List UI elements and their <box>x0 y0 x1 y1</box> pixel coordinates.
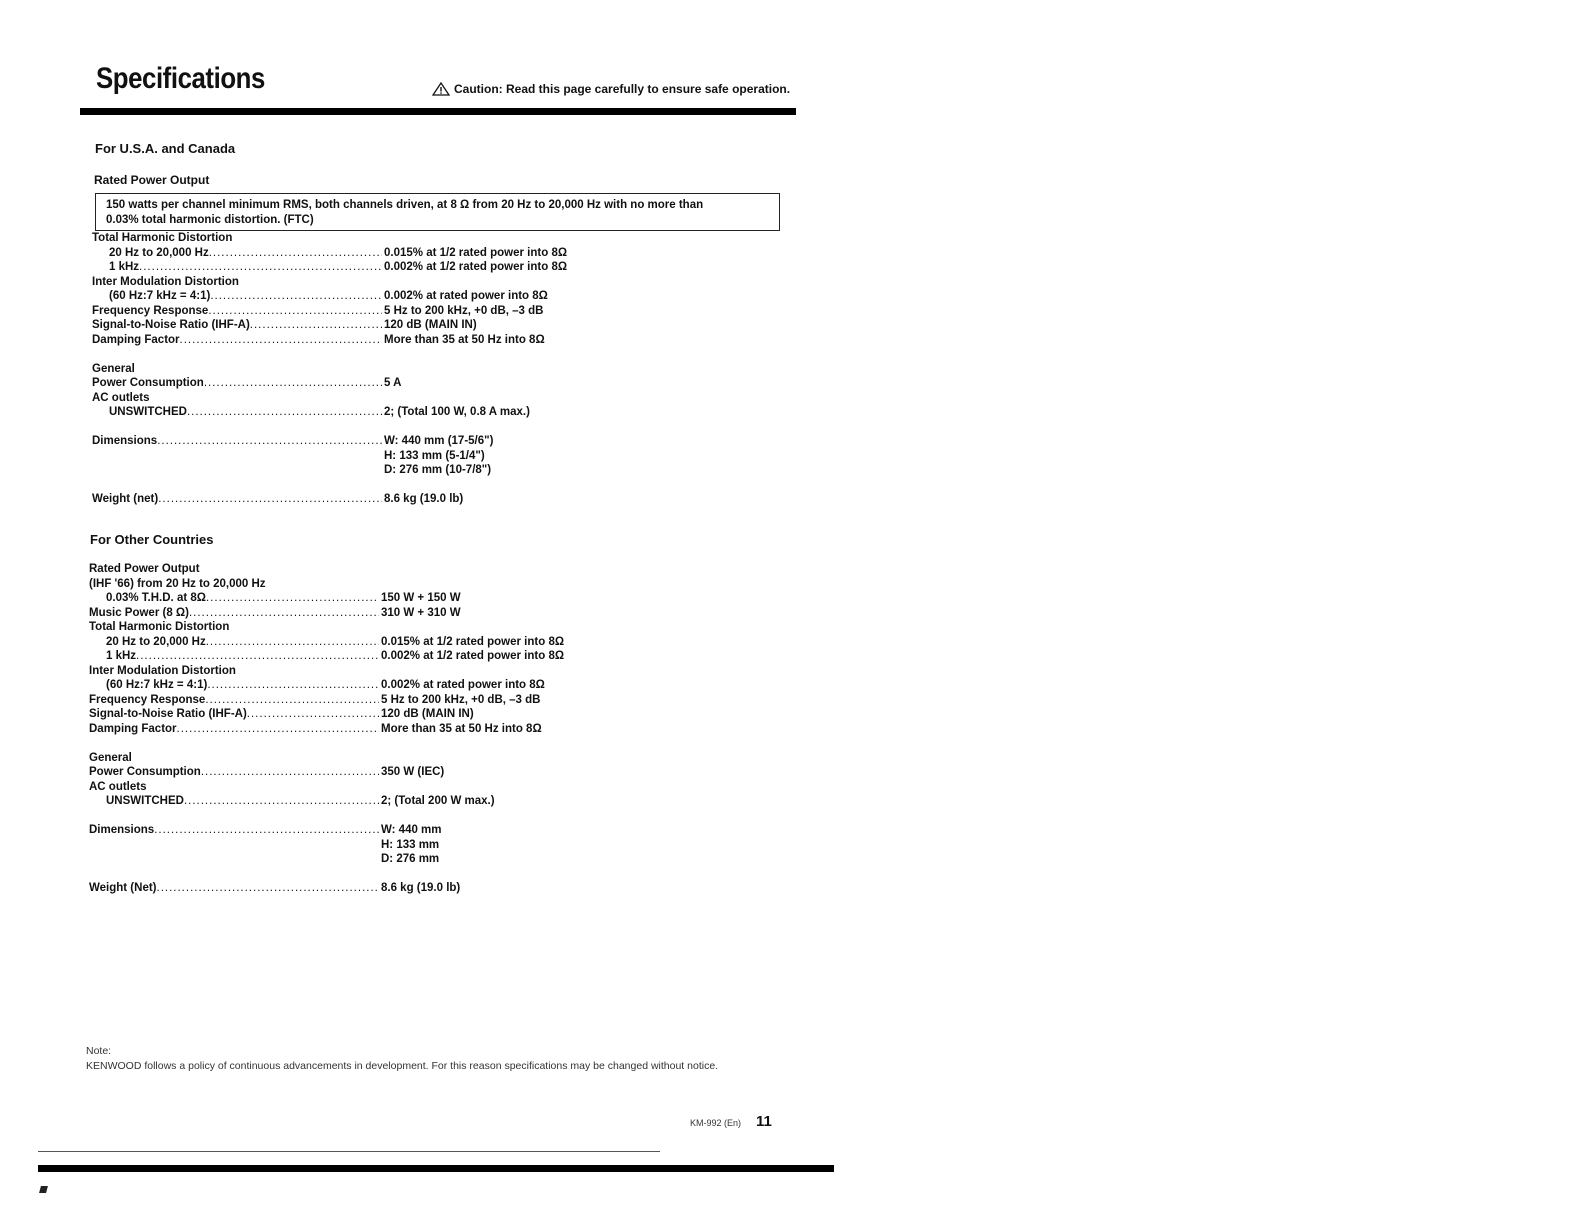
spec-heading: Total Harmonic Distortion <box>89 621 230 633</box>
spec-label: Signal-to-Noise Ratio (IHF-A) <box>89 708 247 720</box>
spec-row <box>89 606 564 621</box>
bottom-thick-rule <box>38 1165 834 1172</box>
spec-value: 2; (Total 100 W, 0.8 A max.) <box>384 406 530 418</box>
spec-row <box>89 823 564 838</box>
spec-row <box>89 591 564 606</box>
rated-power-box <box>95 193 780 231</box>
spec-value: H: 133 mm <box>381 838 440 851</box>
spec-row <box>92 289 567 304</box>
spec-heading: Total Harmonic Distortion <box>92 232 233 244</box>
spec-value: 5 A <box>384 377 402 389</box>
spec-label: 20 Hz to 20,000 Hz <box>106 635 206 648</box>
spec-heading: Inter Modulation Distortion <box>89 664 236 677</box>
spec-row <box>89 707 564 722</box>
spec-value: 5 Hz to 200 kHz, +0 dB, –3 dB <box>381 693 541 706</box>
spec-value: 350 W (IEC) <box>381 766 445 778</box>
spec-row <box>92 260 567 275</box>
other-spec-list <box>89 562 564 896</box>
spec-row <box>92 492 567 507</box>
spec-value: 150 W + 150 W <box>381 592 461 604</box>
note-label: Note: <box>86 1045 112 1057</box>
rated-line-1: 150 watts per channel minimum RMS, both channels driven, at 8 Ω from 20 Hz to 20,000 Hz with no more than <box>106 199 704 211</box>
rated-line-2: 0.03% total harmonic distortion. (FTC) <box>106 214 314 226</box>
usa-spec-list <box>92 231 567 507</box>
spec-value: 0.015% at 1/2 rated power into 8Ω <box>381 635 565 648</box>
spec-value: H: 133 mm (5-1/4") <box>384 449 485 462</box>
spec-heading: General <box>89 751 132 764</box>
caution-notice <box>432 82 790 96</box>
spec-value: 0.002% at 1/2 rated power into 8Ω <box>384 261 568 273</box>
spec-value: 0.015% at 1/2 rated power into 8Ω <box>384 246 568 259</box>
spec-row <box>92 333 567 348</box>
spec-row <box>92 304 567 319</box>
spec-heading: AC outlets <box>89 780 147 793</box>
spec-row <box>89 649 564 664</box>
spec-row <box>89 852 564 867</box>
spec-value: 0.002% at rated power into 8Ω <box>384 290 548 302</box>
spec-value: 120 dB (MAIN IN) <box>384 319 477 331</box>
spec-label: Dimensions <box>89 824 155 836</box>
spec-heading: Rated Power Output <box>89 563 200 575</box>
usa-heading: For U.S.A. and Canada <box>95 141 236 156</box>
spec-row <box>89 881 564 896</box>
bottom-thin-rule <box>38 1151 660 1152</box>
spec-row <box>89 635 564 650</box>
spec-row <box>92 434 567 449</box>
spec-label: 20 Hz to 20,000 Hz <box>109 246 209 259</box>
spec-label: Signal-to-Noise Ratio (IHF-A) <box>92 319 250 331</box>
spec-row <box>92 405 567 420</box>
spec-label: Power Consumption <box>92 377 204 389</box>
warning-triangle-icon <box>432 82 450 96</box>
other-heading: For Other Countries <box>90 532 214 547</box>
model-page-reference: KM-992 (En) <box>690 1118 742 1128</box>
spec-row <box>92 318 567 333</box>
spec-label: Damping Factor <box>89 722 177 735</box>
usa-rated-heading: Rated Power Output <box>94 173 210 187</box>
spec-label: Dimensions <box>92 435 158 447</box>
spec-row <box>89 678 564 693</box>
spec-label: (60 Hz:7 kHz = 4:1) <box>106 679 208 691</box>
spec-heading: (IHF '66) from 20 Hz to 20,000 Hz <box>89 577 266 590</box>
spec-label: Frequency Response <box>92 304 209 317</box>
spec-value: W: 440 mm (17-5/6") <box>384 435 494 447</box>
spec-label: Weight (Net) <box>89 882 157 894</box>
spec-label: (60 Hz:7 kHz = 4:1) <box>109 290 211 302</box>
spec-value: 0.002% at rated power into 8Ω <box>381 679 545 691</box>
spec-row <box>89 722 564 737</box>
note-text: KENWOOD follows a policy of continuous advancements in development. For this reason specifications may be changed without notice. <box>86 1060 719 1072</box>
spec-label: Weight (net) <box>92 493 159 505</box>
spec-label: UNSWITCHED <box>106 795 184 807</box>
spec-label: Damping Factor <box>92 333 180 346</box>
spec-row <box>92 246 567 261</box>
page-number: 11 <box>756 1113 772 1130</box>
corner-mark <box>39 1186 48 1193</box>
spec-row <box>92 449 567 464</box>
spec-label: 0.03% T.H.D. at 8Ω <box>106 592 206 604</box>
title-rule <box>80 108 796 115</box>
spec-value: 5 Hz to 200 kHz, +0 dB, –3 dB <box>384 304 544 317</box>
spec-row <box>89 794 564 809</box>
spec-value: 310 W + 310 W <box>381 606 461 619</box>
spec-value: D: 276 mm <box>381 853 440 865</box>
spec-label: Music Power (8 Ω) <box>89 606 189 619</box>
spec-value: 8.6 kg (19.0 lb) <box>384 493 464 505</box>
spec-row <box>89 693 564 708</box>
spec-row <box>92 376 567 391</box>
spec-value: 0.002% at 1/2 rated power into 8Ω <box>381 650 565 662</box>
spec-label: UNSWITCHED <box>109 406 187 418</box>
page-title: Specifications <box>96 62 265 95</box>
spec-label: 1 kHz <box>106 650 137 662</box>
spec-label: Power Consumption <box>89 766 201 778</box>
spec-value: 120 dB (MAIN IN) <box>381 708 474 720</box>
spec-heading: AC outlets <box>92 391 150 404</box>
spec-value: D: 276 mm (10-7/8") <box>384 464 492 476</box>
spec-label: Frequency Response <box>89 693 206 706</box>
spec-value: More than 35 at 50 Hz into 8Ω <box>381 722 542 735</box>
spec-value: 8.6 kg (19.0 lb) <box>381 882 461 894</box>
spec-label: 1 kHz <box>109 261 140 273</box>
spec-row <box>89 765 564 780</box>
spec-row <box>92 463 567 478</box>
spec-value: W: 440 mm <box>381 824 442 836</box>
spec-value: 2; (Total 200 W max.) <box>381 795 495 807</box>
caution-text: Caution: Read this page carefully to ensure safe operation. <box>454 82 791 96</box>
spec-heading: General <box>92 362 135 375</box>
spec-heading: Inter Modulation Distortion <box>92 275 239 288</box>
spec-row <box>89 838 564 853</box>
spec-value: More than 35 at 50 Hz into 8Ω <box>384 333 545 346</box>
